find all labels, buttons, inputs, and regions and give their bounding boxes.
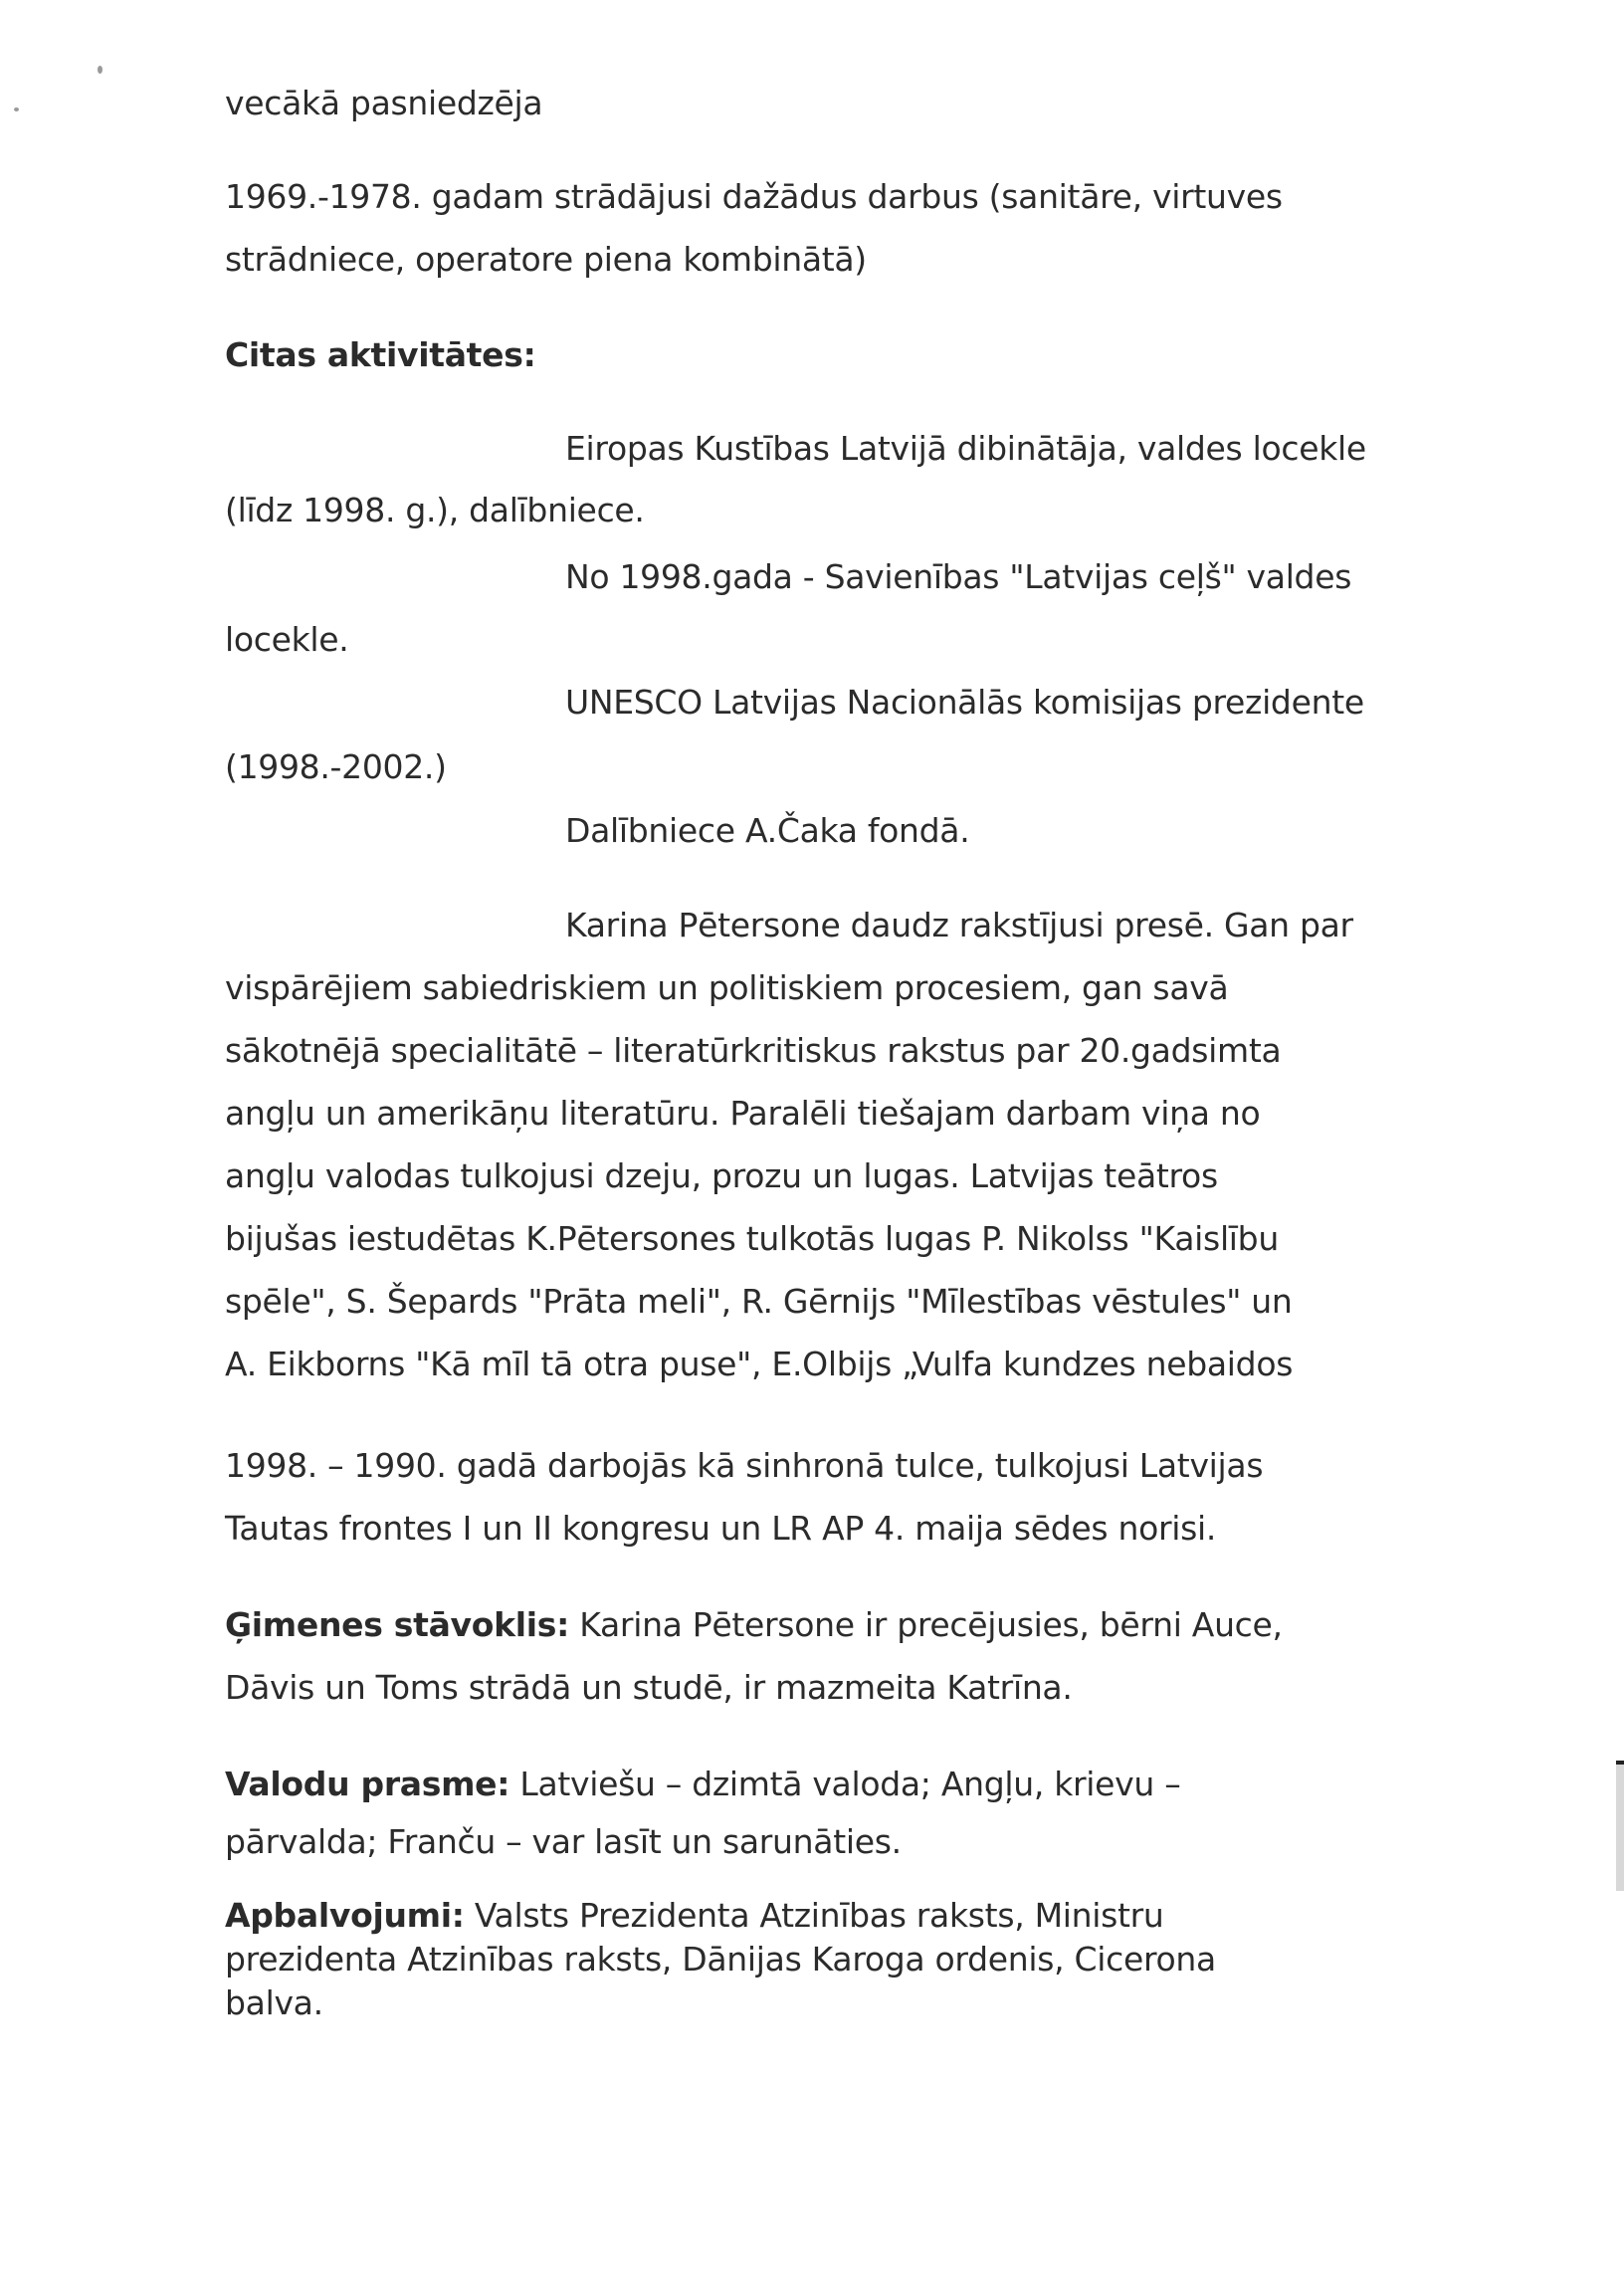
press-line-4: angļu un amerikāņu literatūru. Paralēli tiešajam darbam viņa no	[225, 1094, 1261, 1133]
activity-3-line-1: UNESCO Latvijas Nacionālās komisijas prezidente	[565, 683, 1364, 722]
work-1969-line-1: 1969.-1978. gadam strādājusi dažādus darbus (sanitāre, virtuves	[225, 177, 1283, 216]
activity-3-line-2: (1998.-2002.)	[225, 747, 447, 786]
awards-text: Valsts Prezidenta Atzinības raksts, Ministru	[464, 1896, 1164, 1935]
awards-line-2: prezidenta Atzinības raksts, Dānijas Karoga ordenis, Cicerona	[225, 1940, 1216, 1979]
family-label: Ģimenes stāvoklis:	[225, 1605, 570, 1644]
languages-text: Latviešu – dzimtā valoda; Angļu, krievu –	[509, 1765, 1181, 1803]
press-line-7: spēle", S. Šepards "Prāta meli", R. Gērnijs "Mīlestības vēstules" un	[225, 1282, 1293, 1321]
scan-edge	[1616, 1762, 1624, 1891]
family-line-2: Dāvis un Toms strādā un studē, ir mazmeita Katrīna.	[225, 1668, 1073, 1707]
press-line-8: A. Eikborns "Kā mīl tā otra puse", E.Olbijs „Vulfa kundzes nebaidos	[225, 1345, 1294, 1383]
section-heading-other-activities: Citas aktivitātes:	[225, 335, 536, 374]
interpreter-line-1: 1998. – 1990. gadā darbojās kā sinhronā tulce, tulkojusi Latvijas	[225, 1446, 1264, 1485]
awards-line-3: balva.	[225, 1983, 323, 2022]
awards-label: Apbalvojumi:	[225, 1896, 465, 1935]
activity-2-line-1: No 1998.gada - Savienības "Latvijas ceļš" valdes	[565, 557, 1352, 596]
scan-speck	[14, 107, 19, 111]
press-line-1: Karina Pētersone daudz rakstījusi presē. Gan par	[565, 906, 1353, 944]
languages-label: Valodu prasme:	[225, 1765, 510, 1803]
awards-line-1	[225, 1894, 1548, 1938]
scan-edge-mark	[1616, 1761, 1624, 1765]
position-title: vecākā pasniedzēja	[225, 84, 543, 122]
press-line-5: angļu valodas tulkojusi dzeju, prozu un lugas. Latvijas teātros	[225, 1156, 1218, 1195]
family-line-1	[225, 1593, 1548, 1656]
press-line-2: vispārējiem sabiedriskiem un politiskiem procesiem, gan savā	[225, 968, 1229, 1007]
activity-1-line-2: (līdz 1998. g.), dalībniece.	[225, 491, 645, 529]
family-text: Karina Pētersone ir precējusies, bērni Auce,	[569, 1605, 1283, 1644]
work-1969-line-2: strādniece, operatore piena kombinātā)	[225, 240, 867, 279]
activity-2-line-2: locekle.	[225, 620, 349, 659]
languages-line-2: pārvalda; Franču – var lasīt un sarunāties.	[225, 1822, 902, 1861]
activity-4-line-1: Dalībniece A.Čaka fondā.	[565, 811, 970, 850]
interpreter-line-2: Tautas frontes I un II kongresu un LR AP 4. maija sēdes norisi.	[225, 1509, 1217, 1548]
press-line-6: bijušas iestudētas K.Pētersones tulkotās lugas P. Nikolss "Kaislību	[225, 1219, 1279, 1258]
press-line-3: sākotnējā specialitātē – literatūrkritiskus rakstus par 20.gadsimta	[225, 1031, 1282, 1070]
activity-1-line-1: Eiropas Kustības Latvijā dibinātāja, valdes locekle	[565, 429, 1366, 468]
languages-line-1	[225, 1763, 1548, 1806]
scan-speck	[98, 66, 102, 74]
